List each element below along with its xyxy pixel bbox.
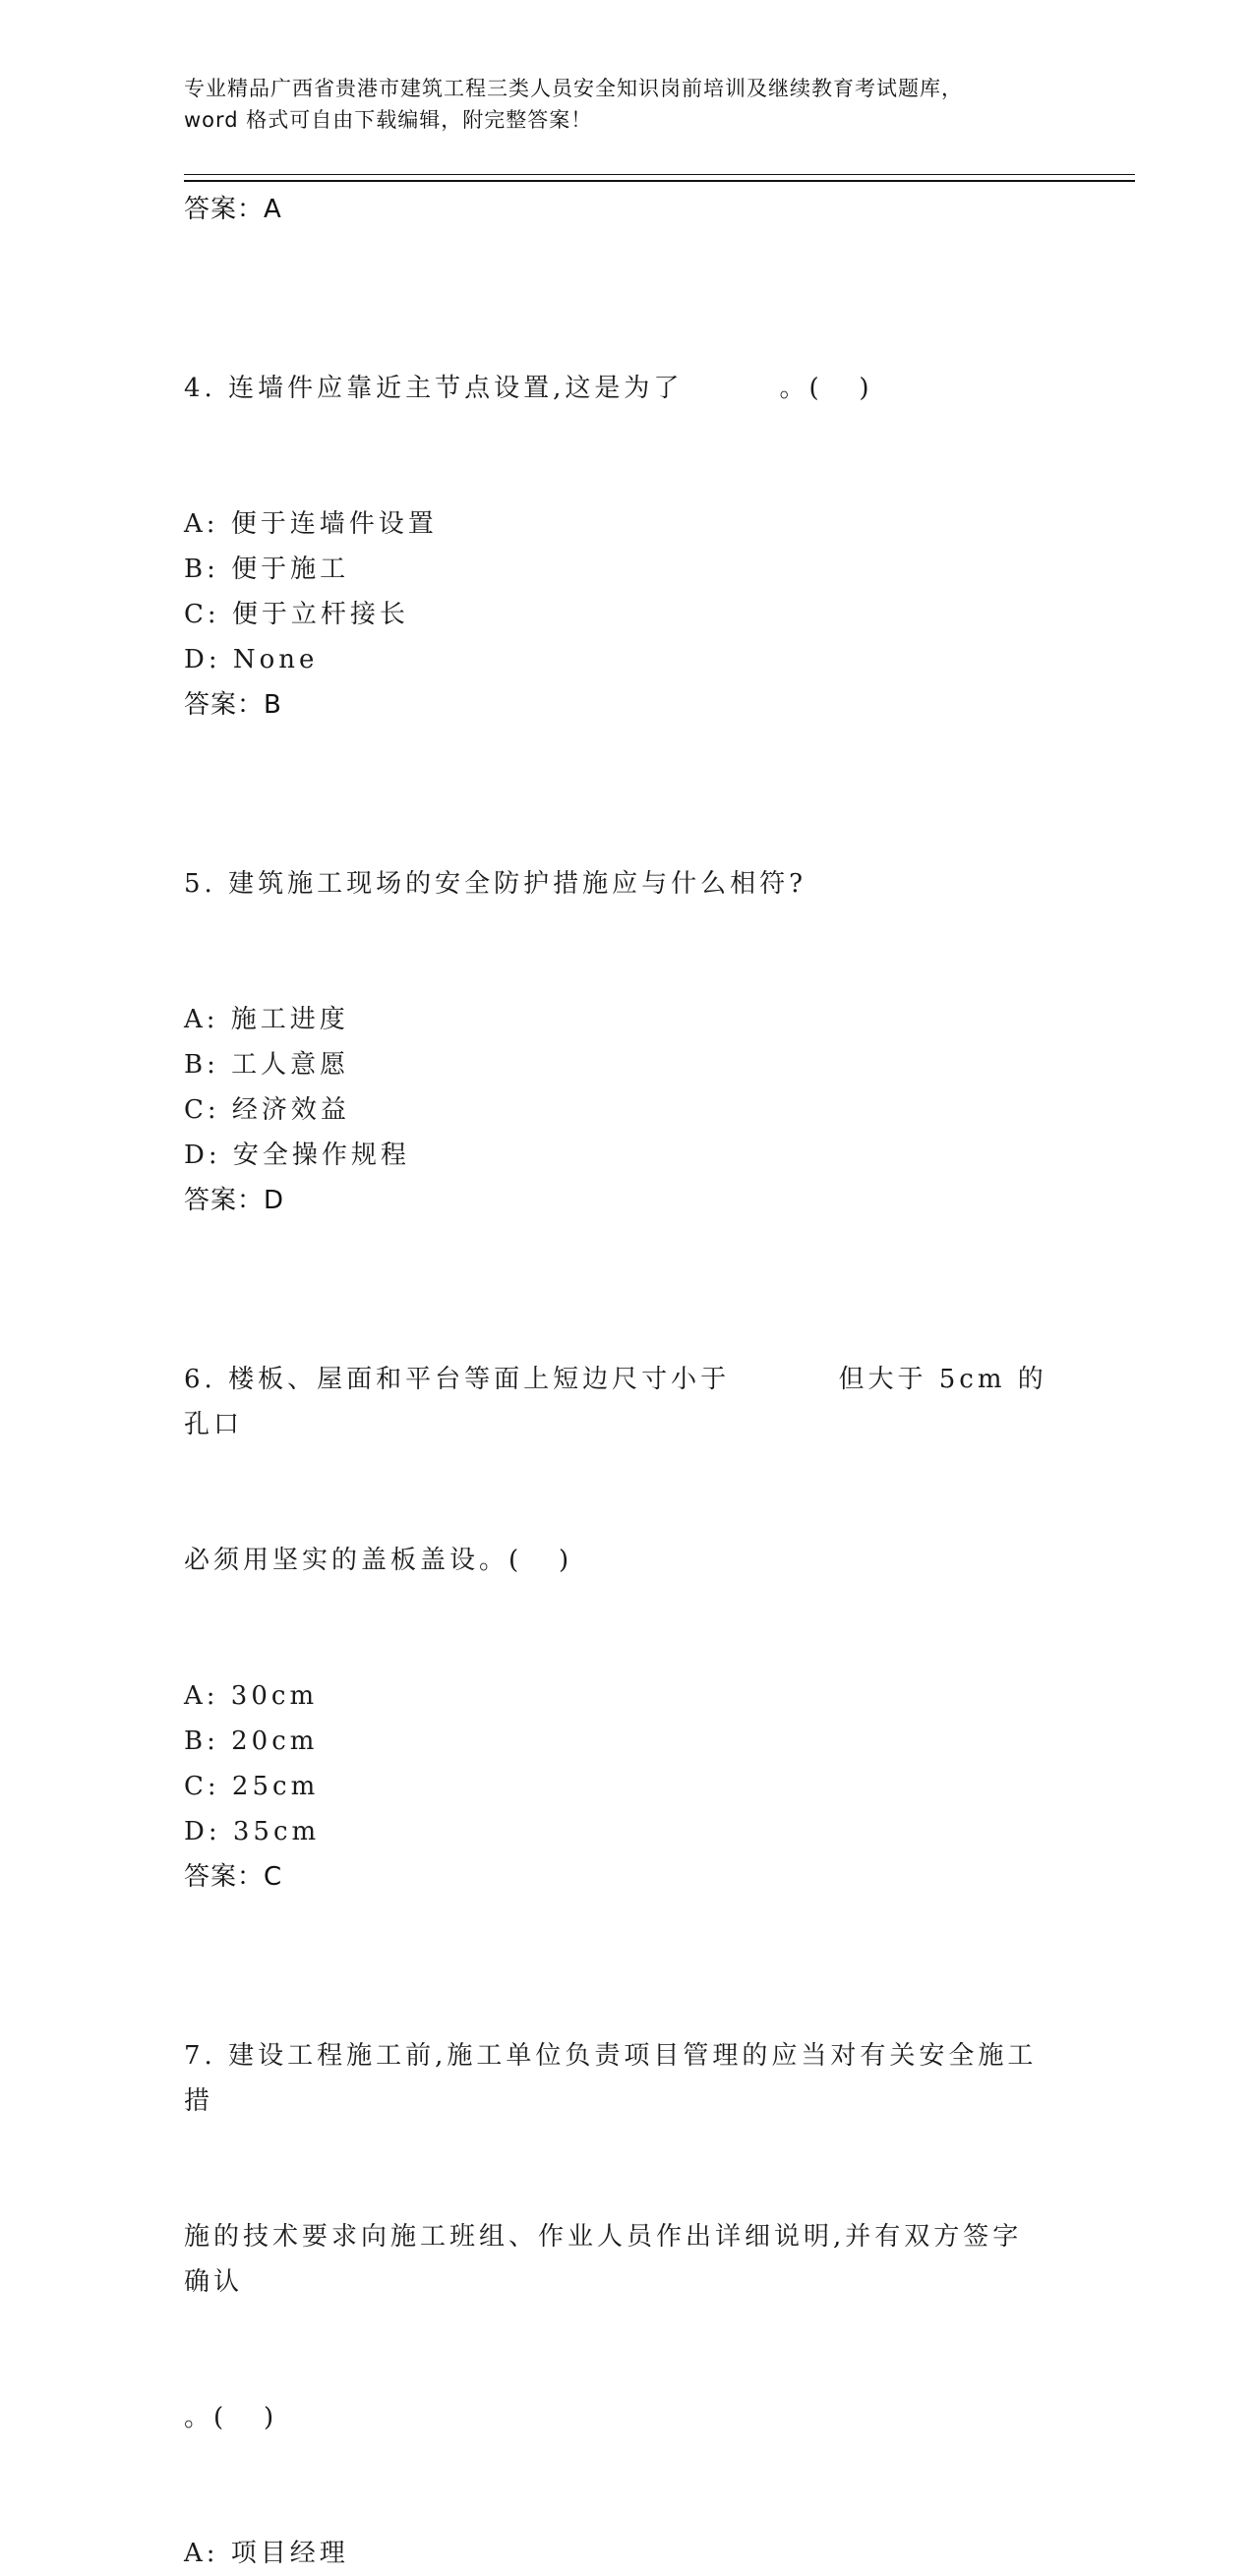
question-stem-line: 7. 建设工程施工前,施工单位负责项目管理的应当对有关安全施工措 (184, 2041, 1038, 2116)
question-block (184, 1943, 1069, 2576)
question-stem-line: 6. 楼板、屋面和平台等面上短边尺寸小于 但大于 5cm 的孔口 (184, 1365, 1047, 1439)
question-answer: 答案：D (184, 1186, 285, 1215)
option-d: D: 35cm (184, 1817, 321, 1846)
header-rule-thick (184, 180, 1135, 182)
option-c: C: 经济效益 (184, 1095, 350, 1125)
spacer (184, 1900, 1069, 1943)
question-stem (184, 275, 1049, 501)
question-stem-line: 5. 建筑施工现场的安全防护措施应与什么相符? (184, 869, 807, 899)
previous-answer: 答案：A (184, 195, 282, 224)
question-list (184, 187, 1069, 2576)
question-answer: 答案：C (184, 1862, 283, 1892)
question-block (184, 1266, 1069, 1900)
option-d: D: 安全操作规程 (184, 1141, 410, 1170)
question-stem-line: 必须用坚实的盖板盖设。( ) (184, 1546, 573, 1575)
option-b: B: 便于施工 (184, 555, 350, 584)
spacer (184, 1223, 1069, 1266)
question-block (184, 771, 1069, 1223)
question-block (184, 275, 1069, 728)
question-stem-line: 施的技术要求向施工班组、作业人员作出详细说明,并有双方签字确认 (184, 2222, 1023, 2297)
question-answer: 答案：B (184, 690, 282, 720)
option-b: B: 20cm (184, 1727, 319, 1756)
question-stem (184, 1266, 1049, 1673)
document-header (184, 73, 1069, 136)
question-stem (184, 771, 1049, 997)
option-d: D: None (184, 645, 319, 674)
question-stem-line: 4. 连墙件应靠近主节点设置,这是为了 。( ) (184, 374, 873, 403)
option-b: B: 工人意愿 (184, 1050, 350, 1080)
option-a: A: 项目经理 (184, 2539, 349, 2568)
option-c: C: 便于立杆接长 (184, 600, 409, 629)
question-stem-line: 。( ) (184, 2403, 278, 2432)
header-line-1: 专业精品广西省贵港市建筑工程三类人员安全知识岗前培训及继续教育考试题库， (184, 77, 963, 100)
option-a: A: 便于连墙件设置 (184, 509, 438, 539)
spacer (184, 232, 1069, 275)
spacer (184, 728, 1069, 771)
option-a: A: 30cm (184, 1681, 319, 1711)
header-rule-thin (184, 174, 1135, 175)
option-c: C: 25cm (184, 1772, 320, 1801)
question-stem (184, 1943, 1049, 2531)
header-line-2: word 格式可自由下载编辑，附完整答案！ (184, 108, 593, 132)
option-a: A: 施工进度 (184, 1005, 349, 1034)
